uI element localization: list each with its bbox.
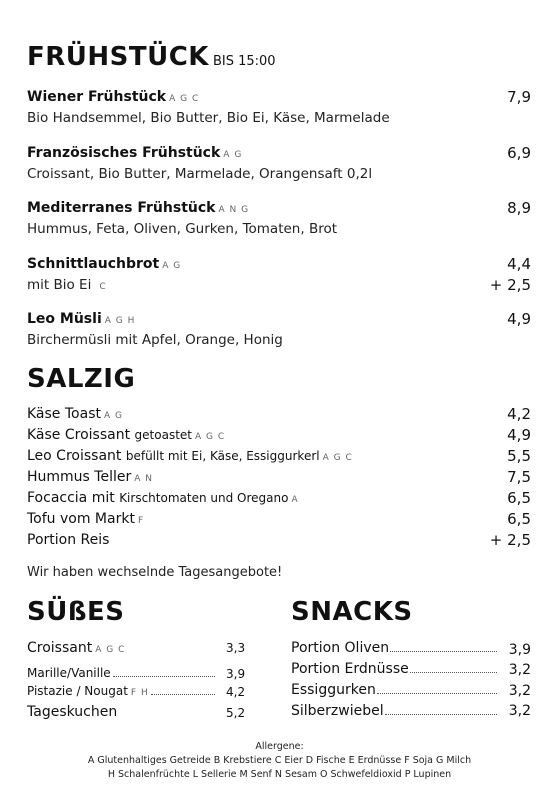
menu-item-price: 5,5: [507, 447, 531, 465]
menu-item-row: [291, 640, 497, 656]
allergen-legend-line: H Schalenfrüchte L Sellerie M Senf N Sesam O Schwefeldioxid P Lupinen: [107, 769, 452, 780]
menu-item-name: Croissant A G C: [27, 640, 126, 656]
breakfast-heading: [27, 42, 276, 72]
allergen-codes: C: [99, 282, 107, 292]
menu-item-name: Käse Croissant getoastet A G C: [27, 427, 226, 443]
breakfast-title: FRÜHSTÜCK: [27, 42, 209, 72]
dot-leader: [151, 694, 215, 695]
menu-item-name: Tageskuchen: [27, 704, 118, 720]
allergen-codes: A N: [134, 474, 153, 484]
allergen-codes: A G: [162, 261, 182, 271]
menu-item-name: Portion Reis: [27, 532, 110, 548]
menu-item-description: Croissant, Bio Butter, Marmelade, Orangensaft 0,2l: [27, 166, 373, 182]
snacks-title: SNACKS: [291, 597, 413, 627]
allergen-legend: [0, 740, 559, 782]
menu-item-row: [27, 666, 217, 680]
menu-item-price: 6,5: [507, 489, 531, 507]
menu-item-price: 3,2: [508, 662, 531, 678]
menu-item-name: Portion Oliven: [291, 640, 390, 656]
menu-item-price: 4,9: [507, 310, 531, 328]
menu-item-name: Käse Toast A G: [27, 406, 123, 422]
menu-item-price: 3,2: [508, 703, 531, 719]
menu-item-price: 7,9: [507, 88, 531, 106]
menu-item-price: 6,5: [507, 510, 531, 528]
menu-item-name: Mediterranes Frühstück A N G: [27, 200, 250, 216]
allergen-codes: A: [291, 495, 299, 505]
menu-item-extra-price: + 2,5: [489, 276, 531, 294]
menu-item-name: Marille/Vanille: [27, 666, 111, 680]
menu-item-name: Pistazie / Nougat: [27, 684, 128, 698]
daily-specials-note: Wir haben wechselnde Tagesangebote!: [27, 565, 283, 580]
menu-item-name: Portion Erdnüsse: [291, 661, 409, 677]
menu-item-price: 8,9: [507, 199, 531, 217]
dot-leader: [385, 714, 497, 715]
menu-item-row: [291, 682, 497, 698]
dot-leader: [410, 672, 497, 673]
menu-item-price: 3,3: [226, 641, 246, 655]
allergen-codes: A G C: [322, 453, 353, 463]
allergen-codes: F H: [130, 688, 149, 698]
allergen-codes: A G: [223, 150, 243, 160]
menu-item-price: 3,2: [508, 683, 531, 699]
dot-leader: [377, 693, 497, 694]
menu-item-name: Focaccia mit Kirschtomaten und Oregano A: [27, 490, 299, 506]
menu-item-description: Bio Handsemmel, Bio Butter, Bio Ei, Käse, Marmelade: [27, 110, 390, 126]
allergen-codes: A G C: [195, 432, 226, 442]
menu-item-price: 4,2: [507, 405, 531, 423]
breakfast-subtitle: BIS 15:00: [212, 54, 276, 69]
menu-item-row: [27, 684, 217, 698]
menu-item-price: 5,2: [226, 706, 246, 720]
menu-item-name: Leo Müsli A G H: [27, 311, 136, 327]
menu-item-description: Hummus, Feta, Oliven, Gurken, Tomaten, Brot: [27, 221, 338, 237]
allergen-legend-title: Allergene:: [255, 741, 304, 752]
menu-item-name: Wiener Frühstück A G C: [27, 89, 200, 105]
allergen-codes: A G C: [95, 645, 126, 655]
menu-item-price: 4,2: [226, 685, 246, 699]
allergen-codes: A N G: [218, 205, 250, 215]
dot-leader: [113, 676, 215, 677]
menu-item-name: Silberzwiebel: [291, 703, 384, 719]
menu-item-price: + 2,5: [489, 531, 531, 549]
menu-item-description: Birchermüsli mit Apfel, Orange, Honig: [27, 332, 283, 348]
menu-item-name: Schnittlauchbrot A G: [27, 256, 182, 272]
sweets-title: SÜßES: [27, 597, 125, 627]
allergen-codes: F: [137, 516, 145, 526]
allergen-codes: A G C: [169, 94, 200, 104]
allergen-codes: A G H: [104, 316, 136, 326]
menu-item-name: Essiggurken: [291, 682, 376, 698]
dot-leader: [390, 651, 497, 652]
allergen-legend-line: A Glutenhaltiges Getreide B Krebstiere C Eier D Fische E Erdnüsse F Soja G Milch: [87, 755, 472, 766]
menu-item-price: 4,9: [507, 426, 531, 444]
menu-item-name: Hummus Teller A N: [27, 469, 153, 485]
menu-item-price: 3,9: [508, 642, 531, 658]
menu-item-name: Französisches Frühstück A G: [27, 145, 243, 161]
menu-item-row: [291, 661, 497, 677]
menu-item-price: 6,9: [507, 144, 531, 162]
menu-item-name: Leo Croissant befüllt mit Ei, Käse, Essiggurkerl A G C: [27, 448, 353, 464]
menu-item-row: [291, 703, 497, 719]
menu-item-price: 7,5: [507, 468, 531, 486]
menu-item-price: 3,9: [226, 667, 246, 681]
savory-title: SALZIG: [27, 364, 136, 394]
menu-item-description: mit Bio Ei C: [27, 277, 107, 293]
menu-item-name: Tofu vom Markt F: [27, 511, 145, 527]
menu-item-price: 4,4: [507, 255, 531, 273]
allergen-codes: A G: [103, 411, 123, 421]
